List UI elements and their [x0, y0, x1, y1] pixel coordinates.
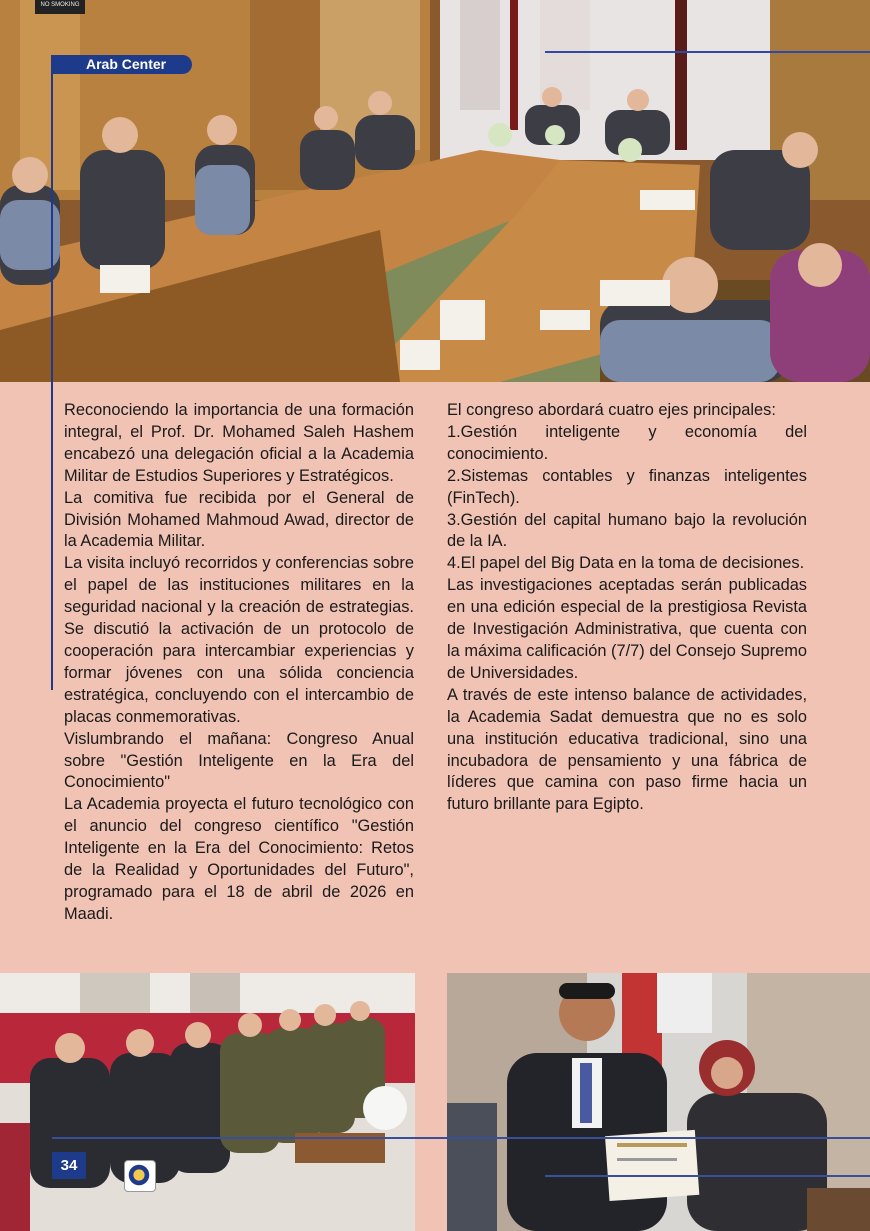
- audience-photo: [0, 973, 415, 1231]
- paragraph: Las investigaciones aceptadas serán publicadas en una edición especial de la prestigiosa Revista de Investigación Administrativa, que cuenta con la máxima calificación (7/7) del Consejo Supremo de Universidades.: [447, 576, 807, 682]
- academy-logo-icon: [124, 1160, 156, 1192]
- section-label: Arab Center: [52, 55, 192, 74]
- paragraph: La visita incluyó recorridos y conferencias sobre el papel de las instituciones militares en la seguridad nacional y la creación de estrategias. Se discutió la activación de un protocolo de cooperación para intercambiar experiencias y formar jóvenes con una sólida conciencia estratégica, concluyendo con el intercambio de placas conmemorativas.: [64, 554, 414, 726]
- list-item: 4.El papel del Big Data en la toma de decisiones.: [447, 554, 805, 573]
- paragraph: A través de este intenso balance de actividades, la Academia Sadat demuestra que no es solo una institución educativa tradicional, sino una incubadora de pensamiento y una fábrica de líderes que camina con paso firme hacia un futuro brillante para Egipto.: [447, 685, 807, 814]
- bottom-rule: [52, 1137, 870, 1139]
- list-item: 1.Gestión inteligente y economía del conocimiento.: [447, 422, 807, 463]
- article-column-left: [64, 400, 414, 926]
- bottom-rule-short: [545, 1175, 870, 1177]
- certificate-photo: [447, 973, 870, 1231]
- list-item: 3.Gestión del capital humano bajo la revolución de la IA.: [447, 510, 807, 551]
- no-smoking-sign: NO SMOKING: [40, 2, 80, 8]
- article-column-right: [447, 400, 807, 816]
- left-vertical-rule: [51, 55, 53, 690]
- page-number: 34: [52, 1152, 86, 1179]
- paragraph: La comitiva fue recibida por el General de División Mohamed Mahmoud Awad, director de la Academia Militar.: [64, 488, 414, 551]
- list-item: 2.Sistemas contables y finanzas inteligentes (FinTech).: [447, 466, 807, 507]
- paragraph: El congreso abordará cuatro ejes principales:: [447, 401, 776, 419]
- paragraph: Reconociendo la importancia de una formación integral, el Prof. Dr. Mohamed Saleh Hashem encabezó una delegación oficial a la Academia Militar de Estudios Superiores y Estratégicos.: [64, 401, 414, 485]
- subheading: Vislumbrando el mañana: Congreso Anual sobre "Gestión Inteligente en la Era del Conocimiento": [64, 729, 414, 792]
- top-right-rule: [545, 51, 870, 53]
- paragraph: La Academia proyecta el futuro tecnológico con el anuncio del congreso científico "Gestión Inteligente en la Era del Conocimiento: Retos de la Realidad y Oportunidades del Futuro", programado para el 18 de abril de 2026 en Maadi.: [64, 795, 414, 923]
